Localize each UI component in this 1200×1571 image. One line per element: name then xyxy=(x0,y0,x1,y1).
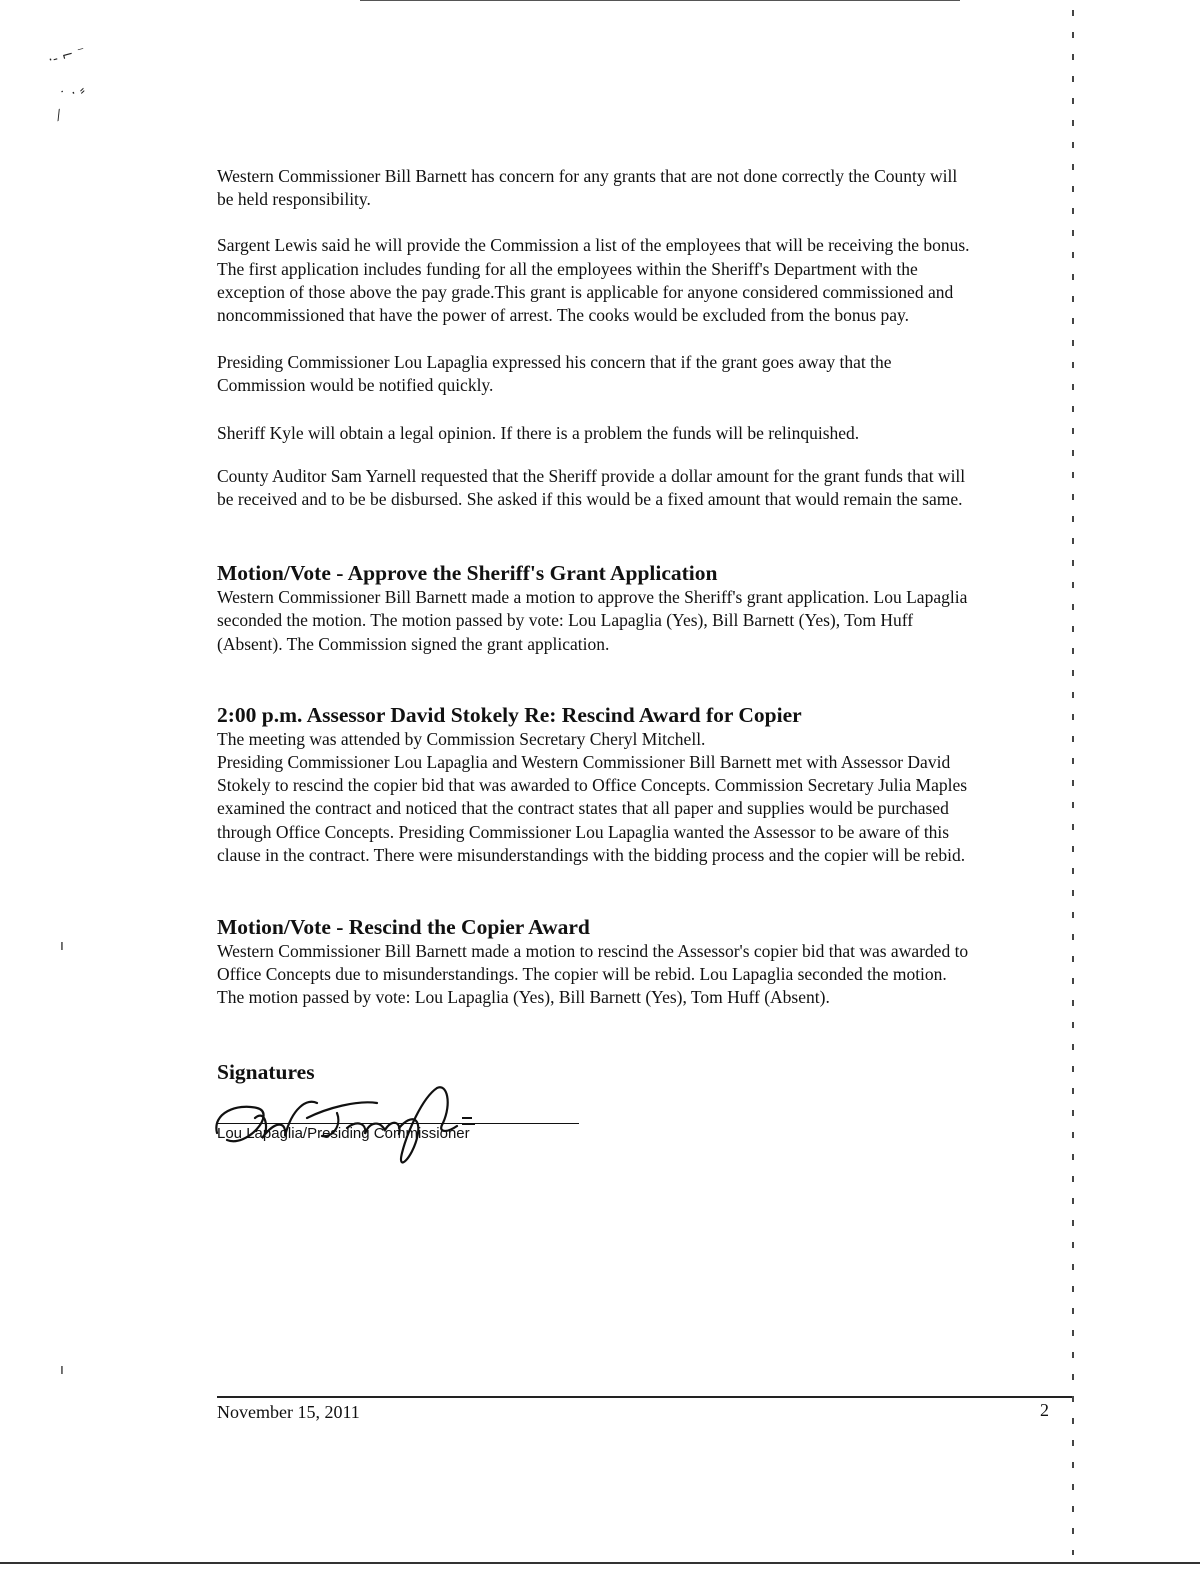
paragraph-rescind-copier: Western Commissioner Bill Barnett made a motion to rescind the Assessor's copier bid that was awarded to Office Concepts due to misunderstandings. The copier will be rebid. Lou Lapaglia seconded the motion. The motion passed by vote: Lou Lapaglia (Yes), Bill Barnett (Yes), Tom Huff (Absent). xyxy=(217,941,969,1008)
paragraph-grant-notify: Presiding Commissioner Lou Lapaglia expressed his concern that if the grant goes away that the Commission would be notified quickly. xyxy=(217,352,892,396)
signature-line xyxy=(217,1123,579,1124)
bottom-border-line xyxy=(0,1562,1200,1564)
footer-rule xyxy=(217,1396,1072,1398)
paragraph-assessor-copier: The meeting was attended by Commission Secretary Cheryl Mitchell. Presiding Commissioner Lou Lapaglia and Western Commissioner Bill Barnett met with Assessor David Stokely to rescind the copier bid that was awarded to Office Concepts. Commission Secretary Julia Maples examined the contract and noticed that the contract states that all paper and supplies would be purchased through Office Concepts. Presiding Commissioner Lou Lapaglia wanted the Assessor to be aware of this clause in the contract. There were misunderstandings with the bidding process and the copier will be rebid. xyxy=(217,728,968,865)
signature-caption: Lou Lapaglia/Presiding Commissioner xyxy=(217,1125,470,1142)
heading-rescind-copier: Motion/Vote - Rescind the Copier Award xyxy=(217,915,590,940)
document-body xyxy=(217,165,1077,1010)
signatures-heading: Signatures xyxy=(217,1060,315,1084)
paragraph-approve-grant: Western Commissioner Bill Barnett made a motion to approve the Sheriff's grant application. Lou Lapaglia seconded the motion. The motion passed by vote: Lou Lapaglia (Yes), Bill Barnett (Yes), Tom Huff (Absent). The Commission signed the grant application. xyxy=(217,587,968,654)
paragraph-grant-concern: Western Commissioner Bill Barnett has concern for any grants that are not done correctly the County will be held responsibility. xyxy=(217,166,958,210)
page-number: 2 xyxy=(1040,1400,1049,1420)
paragraph-legal-opinion: Sheriff Kyle will obtain a legal opinion. If there is a problem the funds will be relinquished. xyxy=(217,422,860,443)
paragraph-auditor-request: County Auditor Sam Yarnell requested that the Sheriff provide a dollar amount for the grant funds that will be received and to be be disbursed. She asked if this would be a fixed amount that would remain the same. xyxy=(217,465,966,510)
top-border-line xyxy=(360,0,960,1)
document-page: ·‐ ⌐ ⁻ ˙ · ⸗ ⁄ ı ı Western Commissioner Bill Barnett has concern for any grants that are not done correctly the County will be held responsibility. Sargent Lewis said he will provide the Commission a list of the employees that will be receiving the bonus. The first application includes funding for all the employees within the Sheriff's Department with the exception of those above the pay grade.This grant is applicable for anyone considered commissioned and noncommissioned that have the power of arrest. The cooks would be excluded from the bonus pay. Presiding Commissioner Lou Lapaglia expressed his concern that if the grant goes away that the Commission would be notified quickly. Sheriff Kyle will obtain a legal opinion. If there is a problem the funds will be relinquished. County Auditor Sam Yarnell requested that the Sheriff provide a dollar amount for the grant funds that will be received and to be be disbursed. She asked if this would be a fixed amount that would remain the same. Motion/Vote - Approve the Sheriff's Grant Application Western Commissioner Bill Barnett made a motion to approve the Sheriff's grant application. Lou Lapaglia seconded the motion. The motion passed by vote: Lou Lapaglia (Yes), Bill Barnett (Yes), Tom Huff (Absent). The Commission signed the grant application. 2:00 p.m. Assessor David Stokely Re: Rescind Award for Copier The meeting was attended by Commission Secretary Cheryl Mitchell. Presiding Commissioner Lou Lapaglia and Western Commissioner Bill Barnett met with Assessor David Stokely to rescind the copier bid that was awarded to Office Concepts. Commission Secretary Julia Maples examined the contract and noticed that the contract states that all paper and supplies would be purchased through Office Concepts. Presiding Commissioner Lou Lapaglia wanted the Assessor to be aware of this clause in the contract. There were misunderstandings with the bidding process and the copier will be rebid. Motion/Vote - Rescind the Copier Award Western Commissioner Bill Barnett made a motion to rescind the Assessor's copier bid that was awarded to Office Concepts due to misunderstandings. The copier will be rebid. Lou Lapaglia seconded the motion. The motion passed by vote: Lou Lapaglia (Yes), Bill Barnett (Yes), Tom Huff (Absent). Signatures Lou Lapaglia/Presiding Commissioner November 15, 2011 2 xyxy=(0,0,1200,1571)
heading-approve-grant: Motion/Vote - Approve the Sheriff's Grant Application xyxy=(217,561,718,586)
footer-date: November 15, 2011 xyxy=(217,1402,360,1422)
paragraph-bonus-list: Sargent Lewis said he will provide the Commission a list of the employees that will be receiving the bonus. The first application includes funding for all the employees within the Sheriff's Department with the exception of those above the pay grade.This grant is applicable for anyone considered commissioned and noncommissioned that have the power of arrest. The cooks would be excluded from the bonus pay. xyxy=(217,235,970,326)
heading-assessor-copier: 2:00 p.m. Assessor David Stokely Re: Rescind Award for Copier xyxy=(217,702,802,727)
signature-block xyxy=(217,1060,617,1142)
